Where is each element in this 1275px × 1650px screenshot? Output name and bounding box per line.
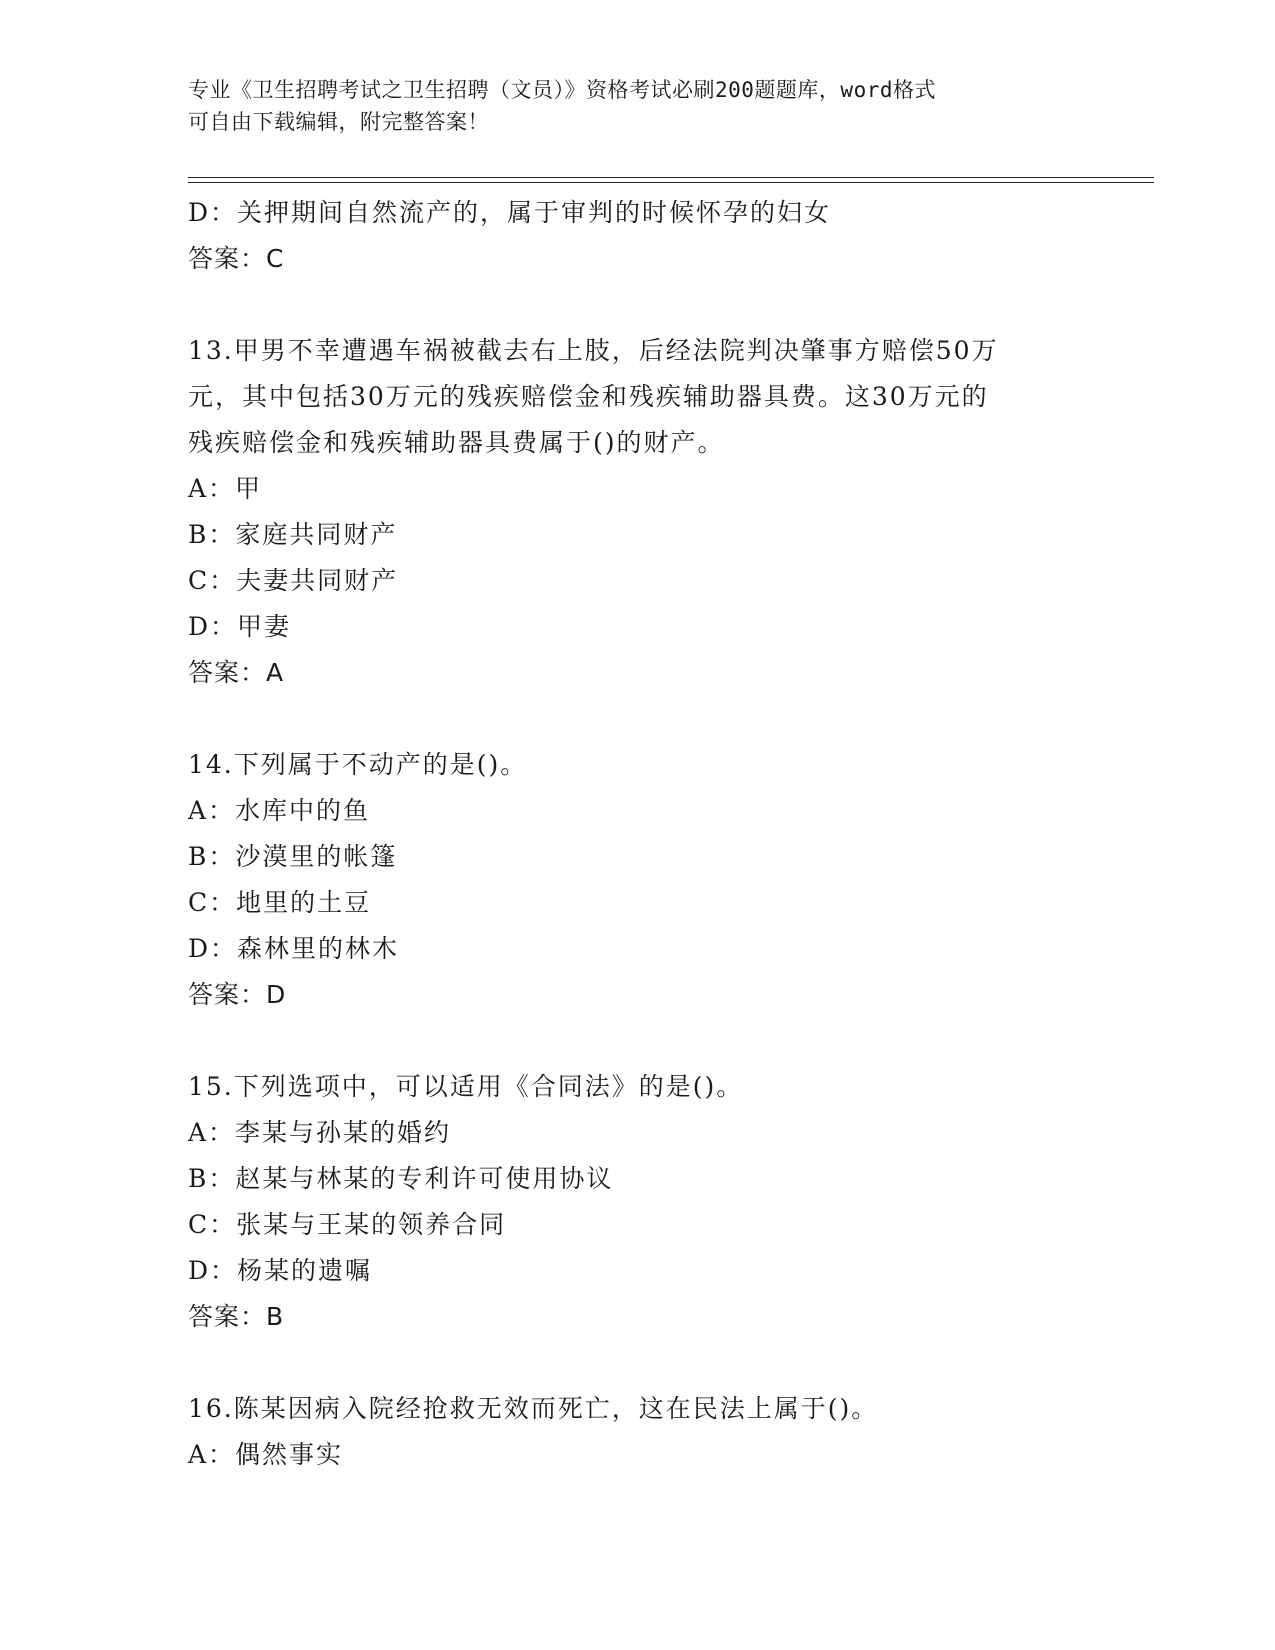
- header-rule-bottom: [188, 182, 1154, 183]
- header-rule-top: [188, 177, 1154, 178]
- q13-stem-line-3: 残疾赔偿金和残疾辅助器具费属于()的财产。: [188, 428, 725, 457]
- q16-option-a: A：偶然事实: [188, 1440, 344, 1469]
- q15-stem: 15.下列选项中，可以适用《合同法》的是()。: [188, 1072, 744, 1101]
- header-line-1: 专业《卫生招聘考试之卫生招聘（文员）》资格考试必刷200题题库，word格式: [188, 78, 936, 102]
- header-line-2: 可自由下载编辑，附完整答案！: [188, 110, 489, 134]
- q15-option-c: C：张某与王某的领养合同: [188, 1210, 507, 1239]
- q13-option-c: C：夫妻共同财产: [188, 566, 399, 595]
- prev-answer: 答案：C: [188, 244, 285, 273]
- q15-option-d: D：杨某的遗嘱: [188, 1256, 373, 1285]
- q13-option-b: B：家庭共同财产: [188, 520, 398, 549]
- q13-stem-line-1: 13.甲男不幸遭遇车祸被截去右上肢，后经法院判决肇事方赔偿50万: [188, 336, 999, 365]
- document-header: [188, 74, 1088, 138]
- q14-answer: 答案：D: [188, 980, 287, 1009]
- q13-stem-line-2: 元，其中包括30万元的残疾赔偿金和残疾辅助器具费。这30万元的: [188, 382, 989, 411]
- prev-option-d: D：关押期间自然流产的，属于审判的时候怀孕的妇女: [188, 198, 832, 227]
- q13-option-d: D：甲妻: [188, 612, 292, 641]
- q13-option-a: A：甲: [188, 474, 263, 503]
- q14-stem: 14.下列属于不动产的是()。: [188, 750, 528, 779]
- q16-stem: 16.陈某因病入院经抢救无效而死亡，这在民法上属于()。: [188, 1394, 879, 1423]
- q14-option-b: B：沙漠里的帐篷: [188, 842, 398, 871]
- question-list: [188, 190, 1088, 1478]
- q14-option-a: A：水库中的鱼: [188, 796, 371, 825]
- q13-answer: 答案：A: [188, 658, 285, 687]
- q15-option-b: B：赵某与林某的专利许可使用协议: [188, 1164, 614, 1193]
- q14-option-d: D：森林里的林木: [188, 934, 400, 963]
- q15-option-a: A：李某与孙某的婚约: [188, 1118, 452, 1147]
- q15-answer: 答案：B: [188, 1302, 285, 1331]
- q14-option-c: C：地里的土豆: [188, 888, 372, 917]
